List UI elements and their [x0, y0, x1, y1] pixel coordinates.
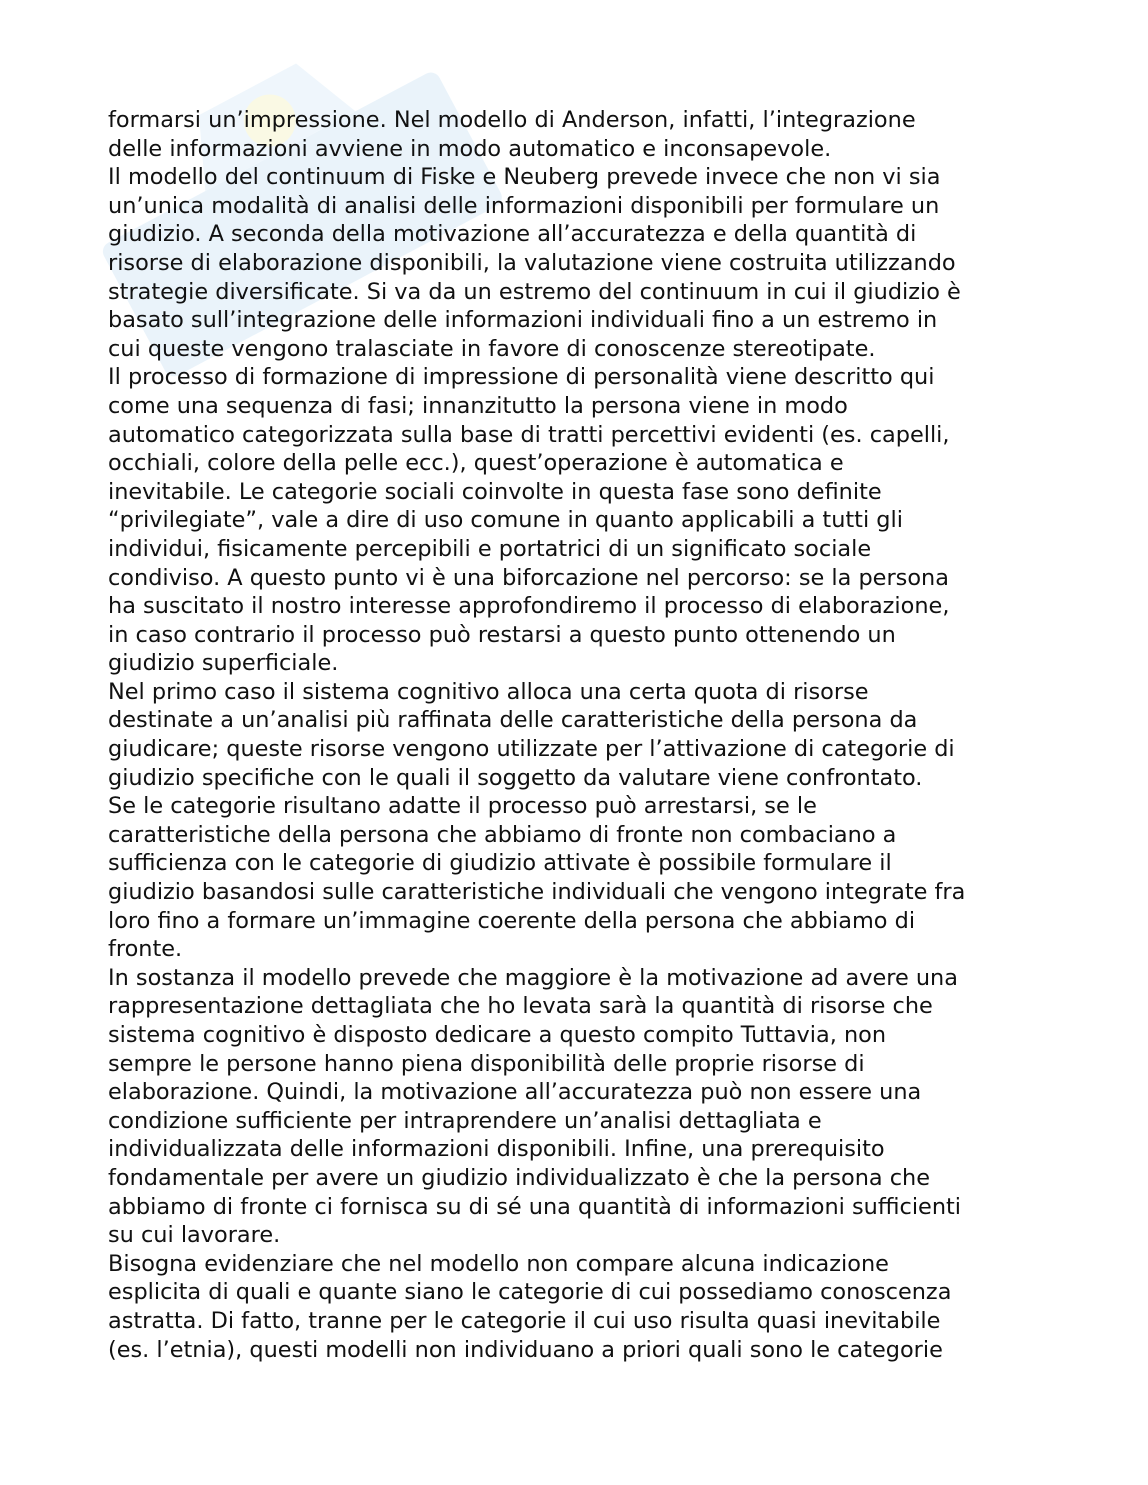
text-line: condizione sufficiente per intraprendere un’analisi dettagliata e	[108, 1107, 822, 1134]
text-line: basato sull’integrazione delle informazioni individuali fino a un estremo in	[108, 307, 938, 334]
text-line: Bisogna evidenziare che nel modello non compare alcuna indicazione	[108, 1250, 889, 1277]
text-line: come una sequenza di fasi; innanzitutto la persona viene in modo	[108, 392, 848, 419]
text-line: delle informazioni avviene in modo automatico e inconsapevole.	[108, 135, 832, 162]
text-line: fondamentale per avere un giudizio individualizzato è che la persona che	[108, 1164, 931, 1191]
text-line: su cui lavorare.	[108, 1222, 281, 1249]
text-line: elaborazione. Quindi, la motivazione all’accuratezza può non essere una	[108, 1079, 922, 1106]
text-line: destinate a un’analisi più raffinata delle caratteristiche della persona da	[108, 707, 918, 734]
text-line: giudicare; queste risorse vengono utilizzate per l’attivazione di categorie di	[108, 736, 955, 763]
text-line: ha suscitato il nostro interesse approfondiremo il processo di elaborazione,	[108, 593, 950, 620]
text-line: esplicita di quali e quante siano le categorie di cui possediamo conoscenza	[108, 1279, 952, 1306]
text-line: in caso contrario il processo può restarsi a questo punto ottenendo un	[108, 621, 896, 648]
text-line: un’unica modalità di analisi delle informazioni disponibili per formulare un	[108, 192, 940, 219]
document-body	[108, 106, 1068, 1364]
text-line: sempre le persone hanno piena disponibilità delle proprie risorse di	[108, 1050, 865, 1077]
text-line: rappresentazione dettagliata che ho levata sarà la quantità di risorse che	[108, 993, 933, 1020]
text-line: sufficienza con le categorie di giudizio attivate è possibile formulare il	[108, 850, 892, 877]
text-line: loro fino a formare un’immagine coerente della persona che abbiamo di	[108, 907, 916, 934]
text-line: Se le categorie risultano adatte il processo può arrestarsi, se le	[108, 793, 817, 820]
text-line: risorse di elaborazione disponibili, la valutazione viene costruita utilizzando	[108, 249, 956, 276]
text-line: cui queste vengono tralasciate in favore di conoscenze stereotipate.	[108, 335, 876, 362]
text-line: fronte.	[108, 936, 183, 963]
text-line: giudizio. A seconda della motivazione all’accuratezza e della quantità di	[108, 221, 917, 248]
text-line: Nel primo caso il sistema cognitivo alloca una certa quota di risorse	[108, 678, 869, 705]
text-line: formarsi un’impressione. Nel modello di Anderson, infatti, l’integrazione	[108, 107, 916, 133]
text-line: sistema cognitivo è disposto dedicare a questo compito Tuttavia, non	[108, 1022, 887, 1048]
text-line: (es. l’etnia), questi modelli non individuano a priori quali sono le categorie	[108, 1336, 943, 1363]
text-line: “privilegiate”, vale a dire di uso comune in quanto applicabili a tutti gli	[108, 507, 903, 534]
text-line: individui, fisicamente percepibili e portatrici di un significato sociale	[108, 535, 872, 562]
text-line: In sostanza il modello prevede che maggiore è la motivazione ad avere una	[108, 964, 958, 991]
text-line: astratta. Di fatto, tranne per le categorie il cui uso risulta quasi inevitabile	[108, 1307, 941, 1334]
text-line: Il processo di formazione di impressione di personalità viene descritto qui	[108, 364, 935, 391]
text-line: individualizzata delle informazioni disponibili. Infine, una prerequisito	[108, 1136, 885, 1163]
text-line: condiviso. A questo punto vi è una biforcazione nel percorso: se la persona	[108, 564, 949, 591]
text-line: giudizio basandosi sulle caratteristiche individuali che vengono integrate fra	[108, 879, 966, 906]
text-line: inevitabile. Le categorie sociali coinvolte in questa fase sono definite	[108, 478, 882, 505]
text-line: caratteristiche della persona che abbiamo di fronte non combaciano a	[108, 821, 897, 848]
text-line: Il modello del continuum di Fiske e Neuberg prevede invece che non vi sia	[108, 164, 941, 191]
text-line: giudizio superficiale.	[108, 650, 339, 677]
text-line: abbiamo di fronte ci fornisca su di sé una quantità di informazioni sufficienti	[108, 1193, 962, 1220]
text-line: strategie diversificate. Si va da un estremo del continuum in cui il giudizio è	[108, 278, 961, 305]
text-line: giudizio specifiche con le quali il soggetto da valutare viene confrontato.	[108, 764, 923, 791]
text-line: automatico categorizzata sulla base di tratti percettivi evidenti (es. capelli,	[108, 421, 950, 448]
text-line: occhiali, colore della pelle ecc.), quest’operazione è automatica e	[108, 450, 844, 477]
